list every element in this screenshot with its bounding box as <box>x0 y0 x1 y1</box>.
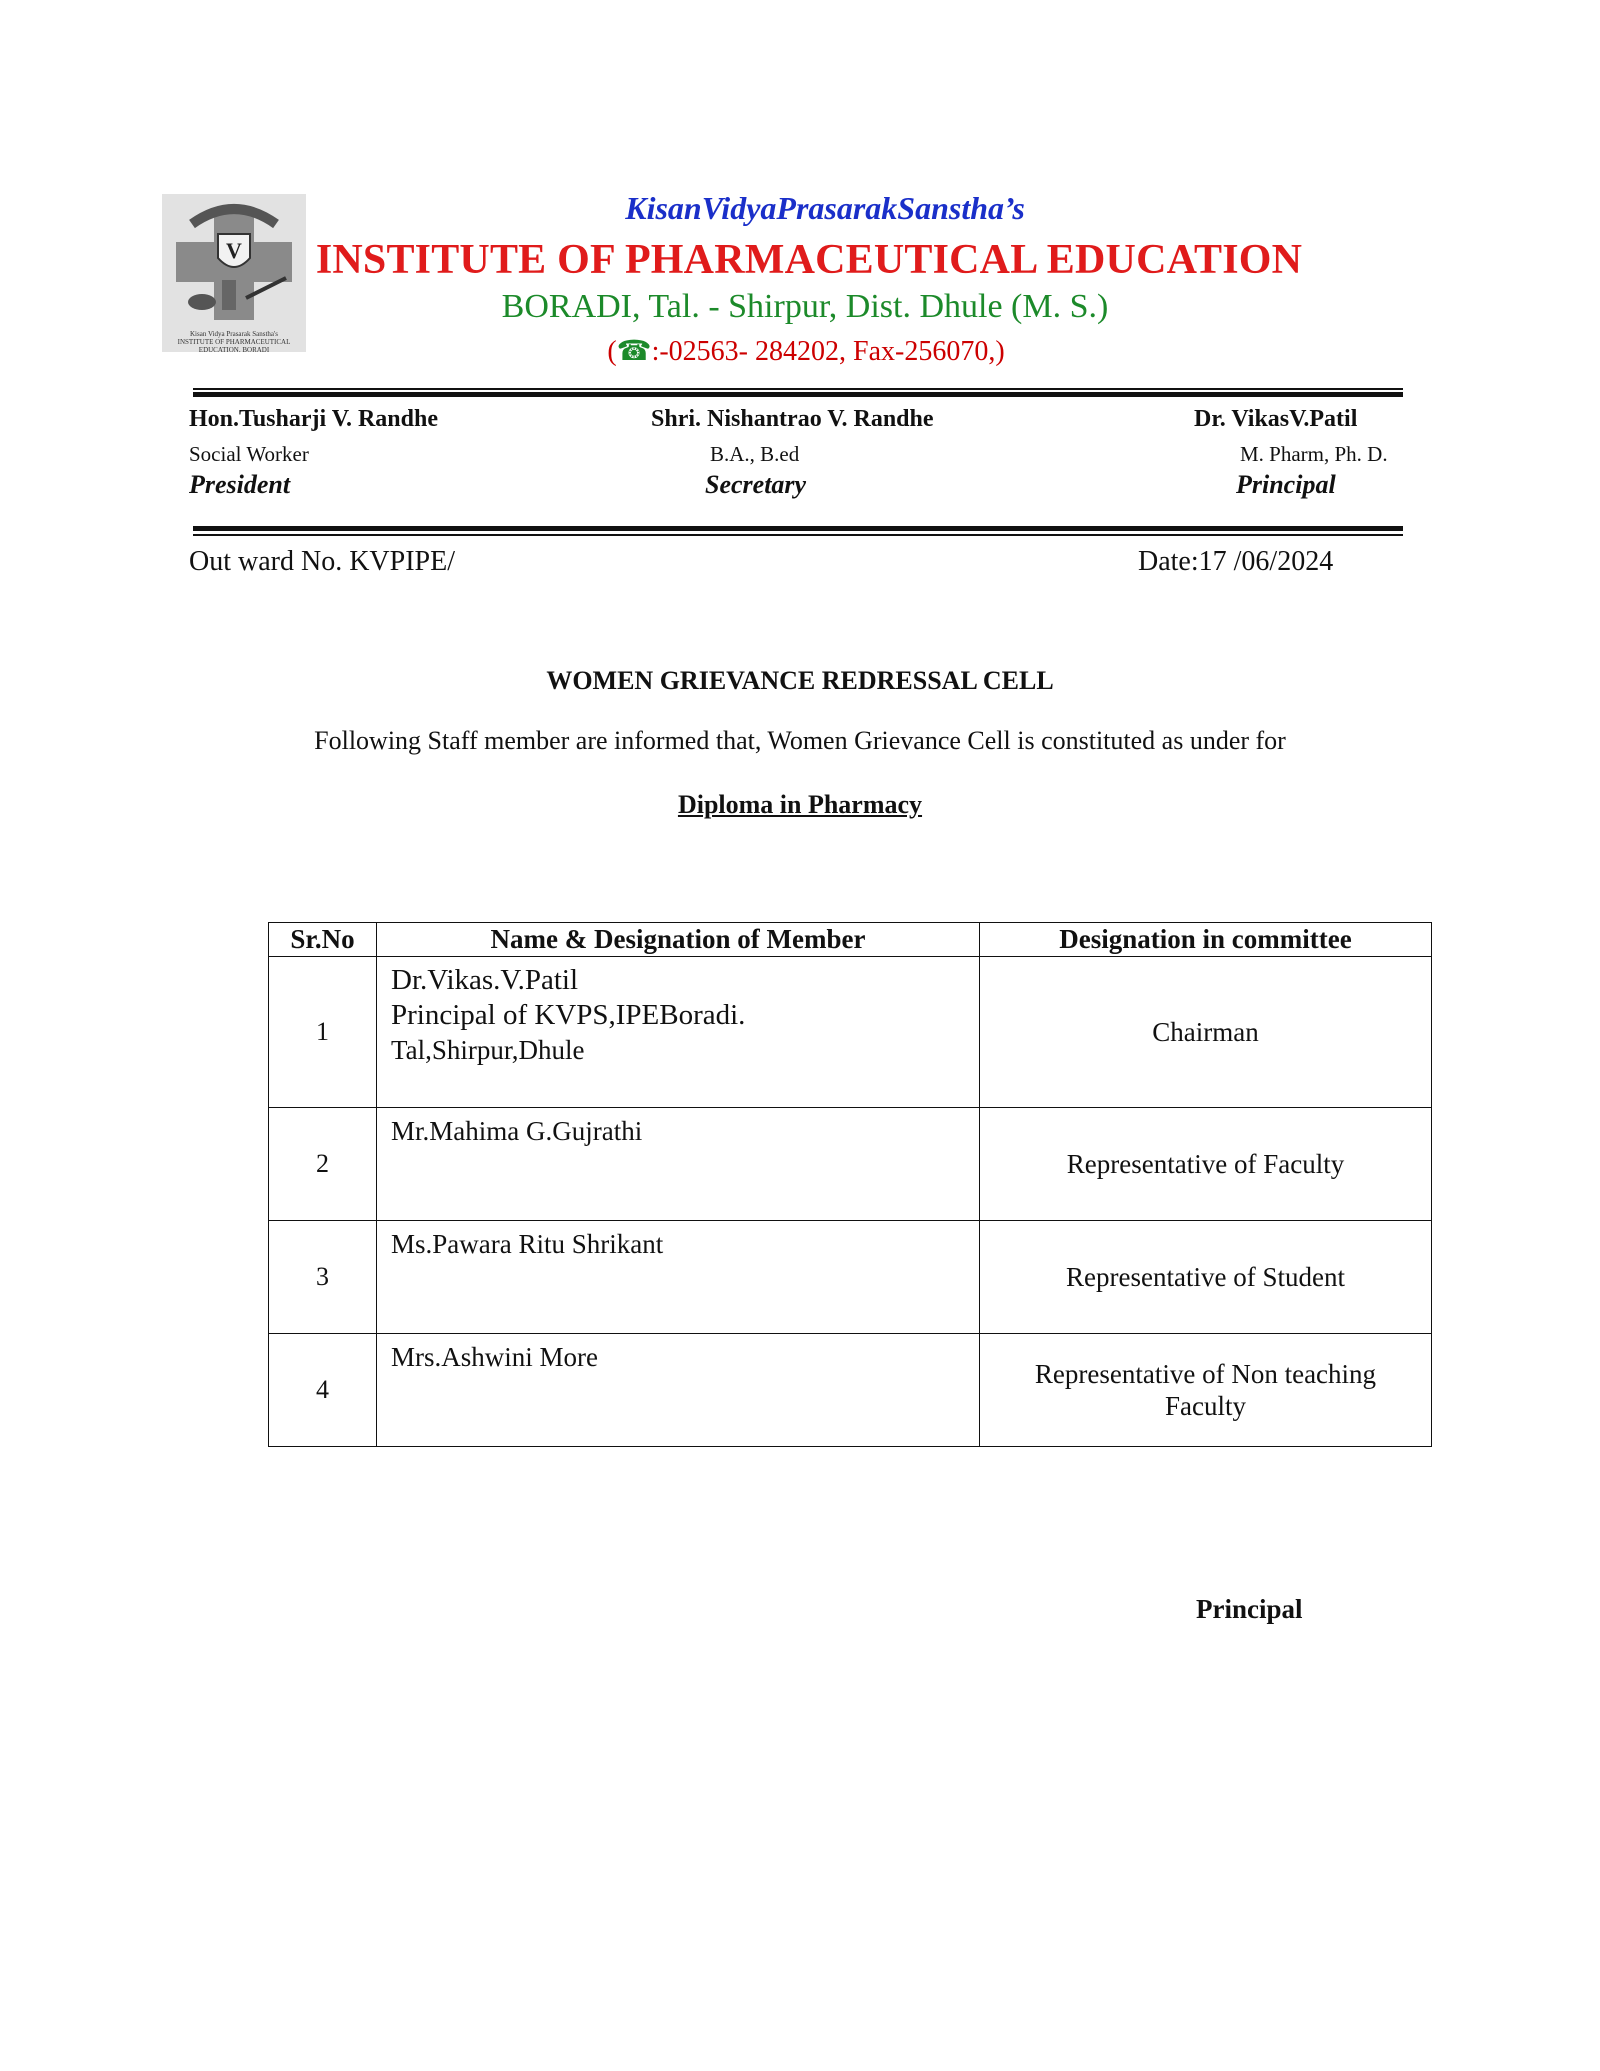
sanstha-name: KisanVidyaPrasarakSanstha’s <box>625 190 1025 226</box>
sr-no-cell: 3 <box>269 1221 377 1334</box>
table-row <box>269 1334 1432 1447</box>
principal-role: Principal <box>1236 470 1336 499</box>
member-name: Ms.Pawara Ritu Shrikant <box>391 1229 664 1259</box>
committee-role-cell <box>980 1221 1432 1334</box>
member-name: Mr.Mahima G.Gujrathi <box>391 1116 643 1146</box>
committee-role: Representative of Student <box>1066 1262 1345 1292</box>
telephone-icon: ☎ <box>616 336 652 367</box>
secretary-qualification: B.A., B.ed <box>710 442 800 466</box>
signatory-title: Principal <box>1196 1594 1303 1624</box>
committee-table <box>268 922 1432 1447</box>
secretary-name: Shri. Nishantrao V. Randhe <box>651 406 934 432</box>
sr-no-cell: 1 <box>269 957 377 1108</box>
table-row <box>269 1221 1432 1334</box>
committee-role-cell <box>980 1334 1432 1447</box>
member-cell <box>377 957 980 1108</box>
committee-role: Representative of Non teaching <box>1034 1359 1377 1389</box>
phone-open-paren: ( <box>607 336 617 367</box>
member-name: Dr.Vikas.V.Patil <box>391 964 579 996</box>
table-row <box>269 1108 1432 1221</box>
member-cell <box>377 1221 980 1334</box>
principal-qualification: M. Pharm, Ph. D. <box>1240 442 1388 466</box>
committee-role-continued: Faculty <box>1165 1391 1246 1421</box>
committee-role: Chairman <box>1152 1017 1259 1047</box>
contact-line <box>0 334 1600 368</box>
committee-role-cell <box>980 957 1432 1108</box>
secretary-role: Secretary <box>705 470 807 499</box>
notice-intro: Following Staff member are informed that, Women Grievance Cell is constituted as under for <box>314 726 1286 755</box>
committee-role-cell <box>980 1108 1432 1221</box>
header-divider-top <box>193 388 1403 390</box>
sr-no-cell: 2 <box>269 1108 377 1221</box>
committee-role: Representative of Faculty <box>1066 1149 1345 1179</box>
header-designation: Designation in committee <box>980 923 1432 957</box>
member-cell <box>377 1334 980 1447</box>
table-header-row <box>269 923 1432 957</box>
president-role: President <box>189 470 291 499</box>
header-divider-bottom <box>193 392 1403 397</box>
president-name: Hon.Tusharji V. Randhe <box>189 406 438 432</box>
president-qualification: Social Worker <box>189 442 309 466</box>
outward-number: Out ward No. KVPIPE/ <box>189 546 455 577</box>
member-name: Mrs.Ashwini More <box>391 1342 598 1372</box>
institute-name: INSTITUTE OF PHARMACEUTICAL EDUCATION <box>315 237 1303 283</box>
sr-no-cell: 4 <box>269 1334 377 1447</box>
institute-address: BORADI, Tal. - Shirpur, Dist. Dhule (M. S.) <box>501 288 1109 325</box>
member-designation: Principal of KVPS,IPEBoradi. <box>391 999 746 1031</box>
header-member: Name & Designation of Member <box>377 923 980 957</box>
table-row <box>269 957 1432 1108</box>
officials-divider-top <box>193 526 1403 531</box>
principal-name: Dr. VikasV.Patil <box>1194 406 1358 432</box>
letter-date: Date:17 /06/2024 <box>1138 546 1334 577</box>
header-sr-no: Sr.No <box>269 923 377 957</box>
course-subheading: Diploma in Pharmacy <box>677 790 923 819</box>
phone-number: :-02563- 284202, Fax-256070,) <box>651 336 1005 367</box>
logo-caption: Kisan Vidya Prasarak Sanstha's INSTITUTE OF PHARMACEUTICAL EDUCATION, BORADI <box>177 330 291 352</box>
member-cell <box>377 1108 980 1221</box>
member-location: Tal,Shirpur,Dhule <box>391 1035 585 1065</box>
officials-divider-bottom <box>193 534 1403 536</box>
notice-heading: WOMEN GRIEVANCE REDRESSAL CELL <box>546 666 1054 695</box>
svg-text:V: V <box>226 238 242 263</box>
